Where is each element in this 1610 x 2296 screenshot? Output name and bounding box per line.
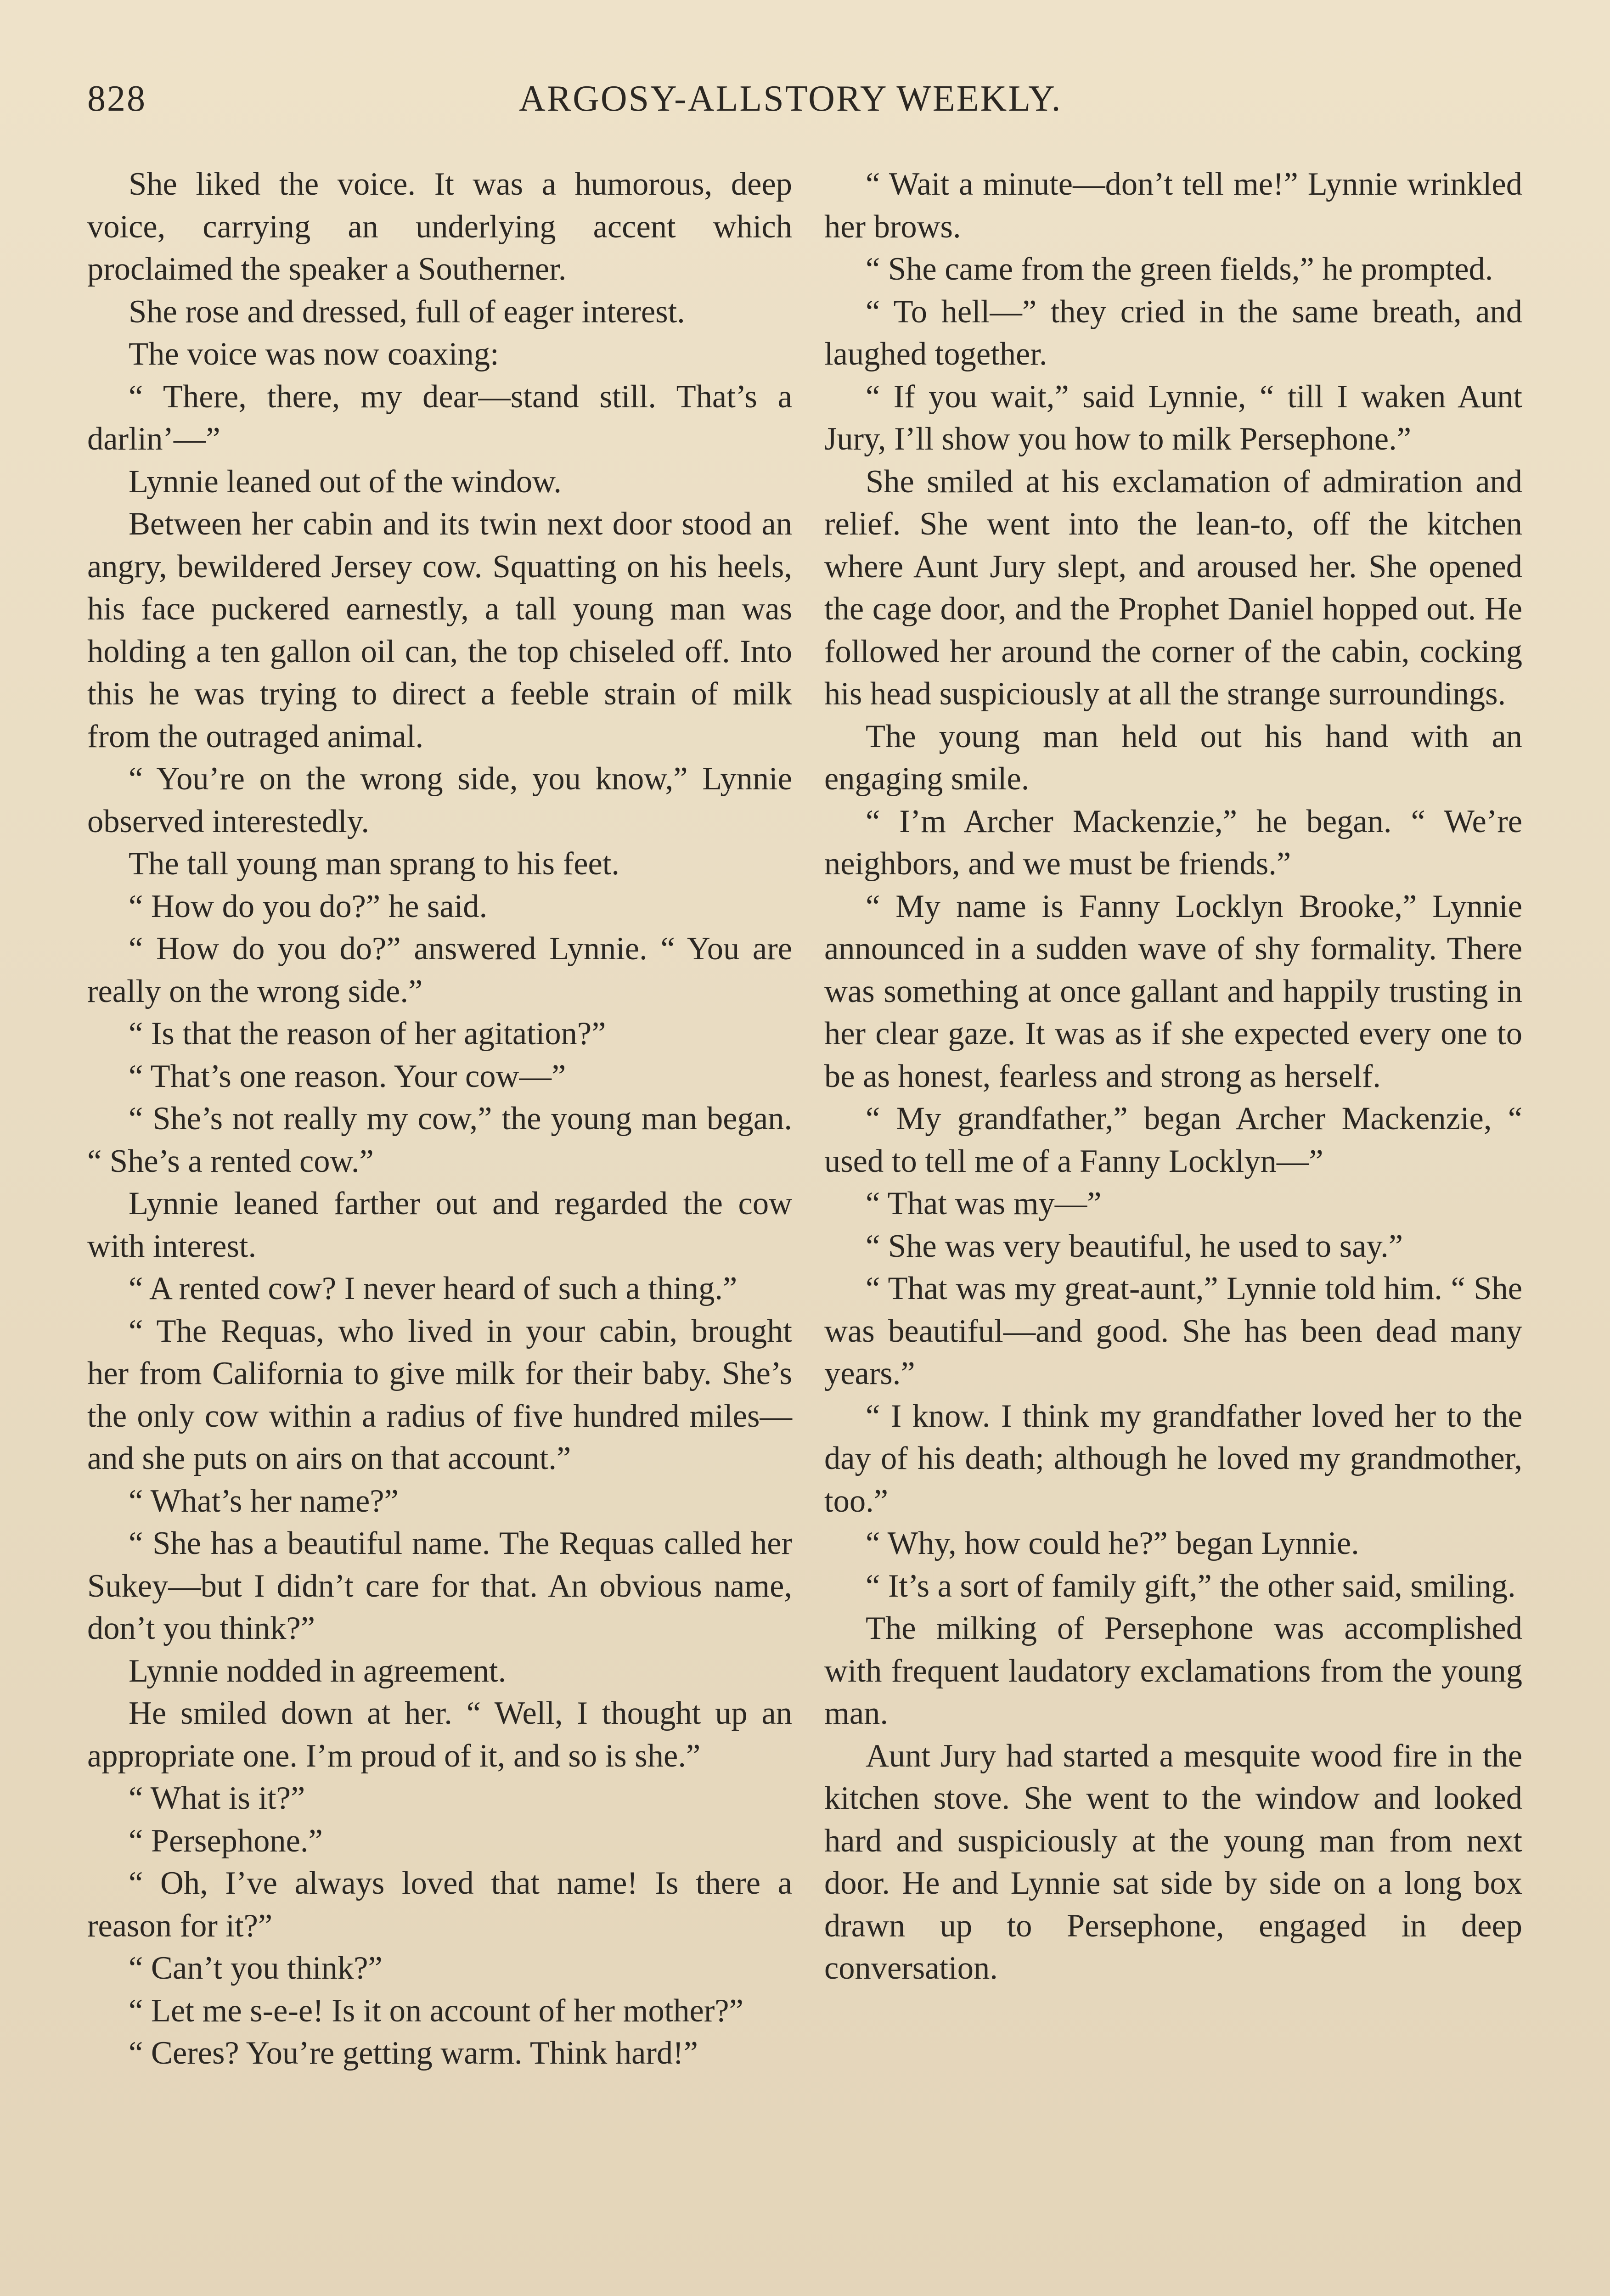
right-text-column [824,163,1522,1990]
paragraph: “ What’s her name?” [129,1483,399,1519]
magazine-title: ARGOSY-ALLSTORY WEEKLY. [519,79,1062,119]
paragraph: “ Ceres? You’re getting warm. Think hard!” [129,2035,698,2071]
paragraph: Aunt Jury had started a mesquite wood fire in the kitchen stove. She went to the window and looked hard and suspiciously at the young man from next door. He and Lynnie sat side by side on a long box drawn up to Persephone, engaged in deep conversation. [824,1738,1522,1986]
paragraph: “ You’re on the wrong side, you know,” Lynnie observed interestedly. [87,761,792,839]
paragraph: Lynnie nodded in agreement. [129,1653,507,1689]
paragraph: Between her cabin and its twin next door stood an angry, bewildered Jersey cow. Squatting on his heels, his face puckered earnestly, a tall young man was holding a ten gallon oil can, the top chiseled off. Into this he was trying to direct a feeble strain of milk from the outraged animal. [87,506,792,754]
paragraph: She smiled at his exclamation of admiration and relief. She went into the lean-to, off the kitchen where Aunt Jury slept, and aroused her. She opened the cage door, and the Prophet Daniel hopped out. He followed her around the corner of the cabin, cocking his head suspiciously at all the strange surroundings. [824,463,1522,712]
paragraph: She liked the voice. It was a humorous, deep voice, carrying an underlying accent which proclaimed the speaker a Southerner. [87,166,792,287]
paragraph: The young man held out his hand with an engaging smile. [824,718,1522,797]
paragraph: Lynnie leaned farther out and regarded the cow with interest. [87,1186,792,1264]
paragraph: “ Persephone.” [129,1823,323,1859]
paragraph: “ If you wait,” said Lynnie, “ till I waken Aunt Jury, I’ll show you how to milk Persephone.” [824,378,1522,457]
paragraph: “ The Requas, who lived in your cabin, brought her from California to give milk for their baby. She’s the only cow within a radius of five hundred miles—and she puts on airs on that account.” [87,1313,792,1476]
paragraph: “ Is that the reason of her agitation?” [129,1016,606,1052]
paragraph: Lynnie leaned out of the window. [129,463,562,500]
paragraph: “ What is it?” [129,1780,305,1816]
paragraph: “ She’s not really my cow,” the young man began. “ She’s a rented cow.” [87,1101,792,1179]
paragraph: The tall young man sprang to his feet. [129,846,619,882]
paragraph: “ My name is Fanny Locklyn Brooke,” Lynnie announced in a sudden wave of shy formality. There was something at once gallant and happily trusting in her clear gaze. It was as if she expected every one to be as honest, fearless and strong as herself. [824,888,1522,1094]
paragraph: “ There, there, my dear—stand still. That’s a darlin’—” [87,378,792,457]
paragraph: “ That was my—” [866,1186,1102,1221]
page-number: 828 [87,79,146,119]
paragraph: “ I know. I think my grandfather loved her to the day of his death; although he loved my grandmother, too.” [824,1398,1522,1519]
paragraph: “ She has a beautiful name. The Requas called her Sukey—but I didn’t care for that. An obvious name, don’t you think?” [87,1525,792,1646]
paragraph: “ My grandfather,” began Archer Mackenzie, “ used to tell me of a Fanny Locklyn—” [824,1101,1522,1179]
paragraph: “ A rented cow? I never heard of such a thing.” [129,1271,737,1306]
paragraph: “ Wait a minute—don’t tell me!” Lynnie wrinkled her brows. [824,166,1522,245]
paragraph: “ How do you do?” he said. [129,888,488,924]
paragraph: “ Let me s-e-e! Is it on account of her mother?” [129,1992,743,2029]
left-text-column [87,163,792,2075]
paragraph: “ Why, how could he?” began Lynnie. [866,1525,1359,1561]
paragraph: “ That was my great-aunt,” Lynnie told him. “ She was beautiful—and good. She has been dead many years.” [824,1271,1522,1391]
paragraph: “ She was very beautiful, he used to say.” [866,1228,1403,1264]
paragraph: “ I’m Archer Mackenzie,” he began. “ We’re neighbors, and we must be friends.” [824,803,1522,882]
paragraph: The voice was now coaxing: [129,336,499,372]
paragraph: “ That’s one reason. Your cow—” [129,1058,566,1094]
paragraph: He smiled down at her. “ Well, I thought up an appropriate one. I’m proud of it, and so is she.” [87,1695,792,1774]
paragraph: “ Oh, I’ve always loved that name! Is there a reason for it?” [87,1865,792,1944]
page-header [87,73,1520,133]
paragraph: The milking of Persephone was accomplished with frequent laudatory exclamations from the young man. [824,1610,1522,1731]
paragraph: She rose and dressed, full of eager interest. [129,293,685,330]
paragraph: “ Can’t you think?” [129,1950,383,1986]
paragraph: “ To hell—” they cried in the same breath, and laughed together. [824,293,1522,372]
paragraph: “ How do you do?” answered Lynnie. “ You are really on the wrong side.” [87,931,792,1009]
paragraph: “ She came from the green fields,” he prompted. [866,251,1493,287]
paragraph: “ It’s a sort of family gift,” the other said, smiling. [866,1568,1516,1604]
